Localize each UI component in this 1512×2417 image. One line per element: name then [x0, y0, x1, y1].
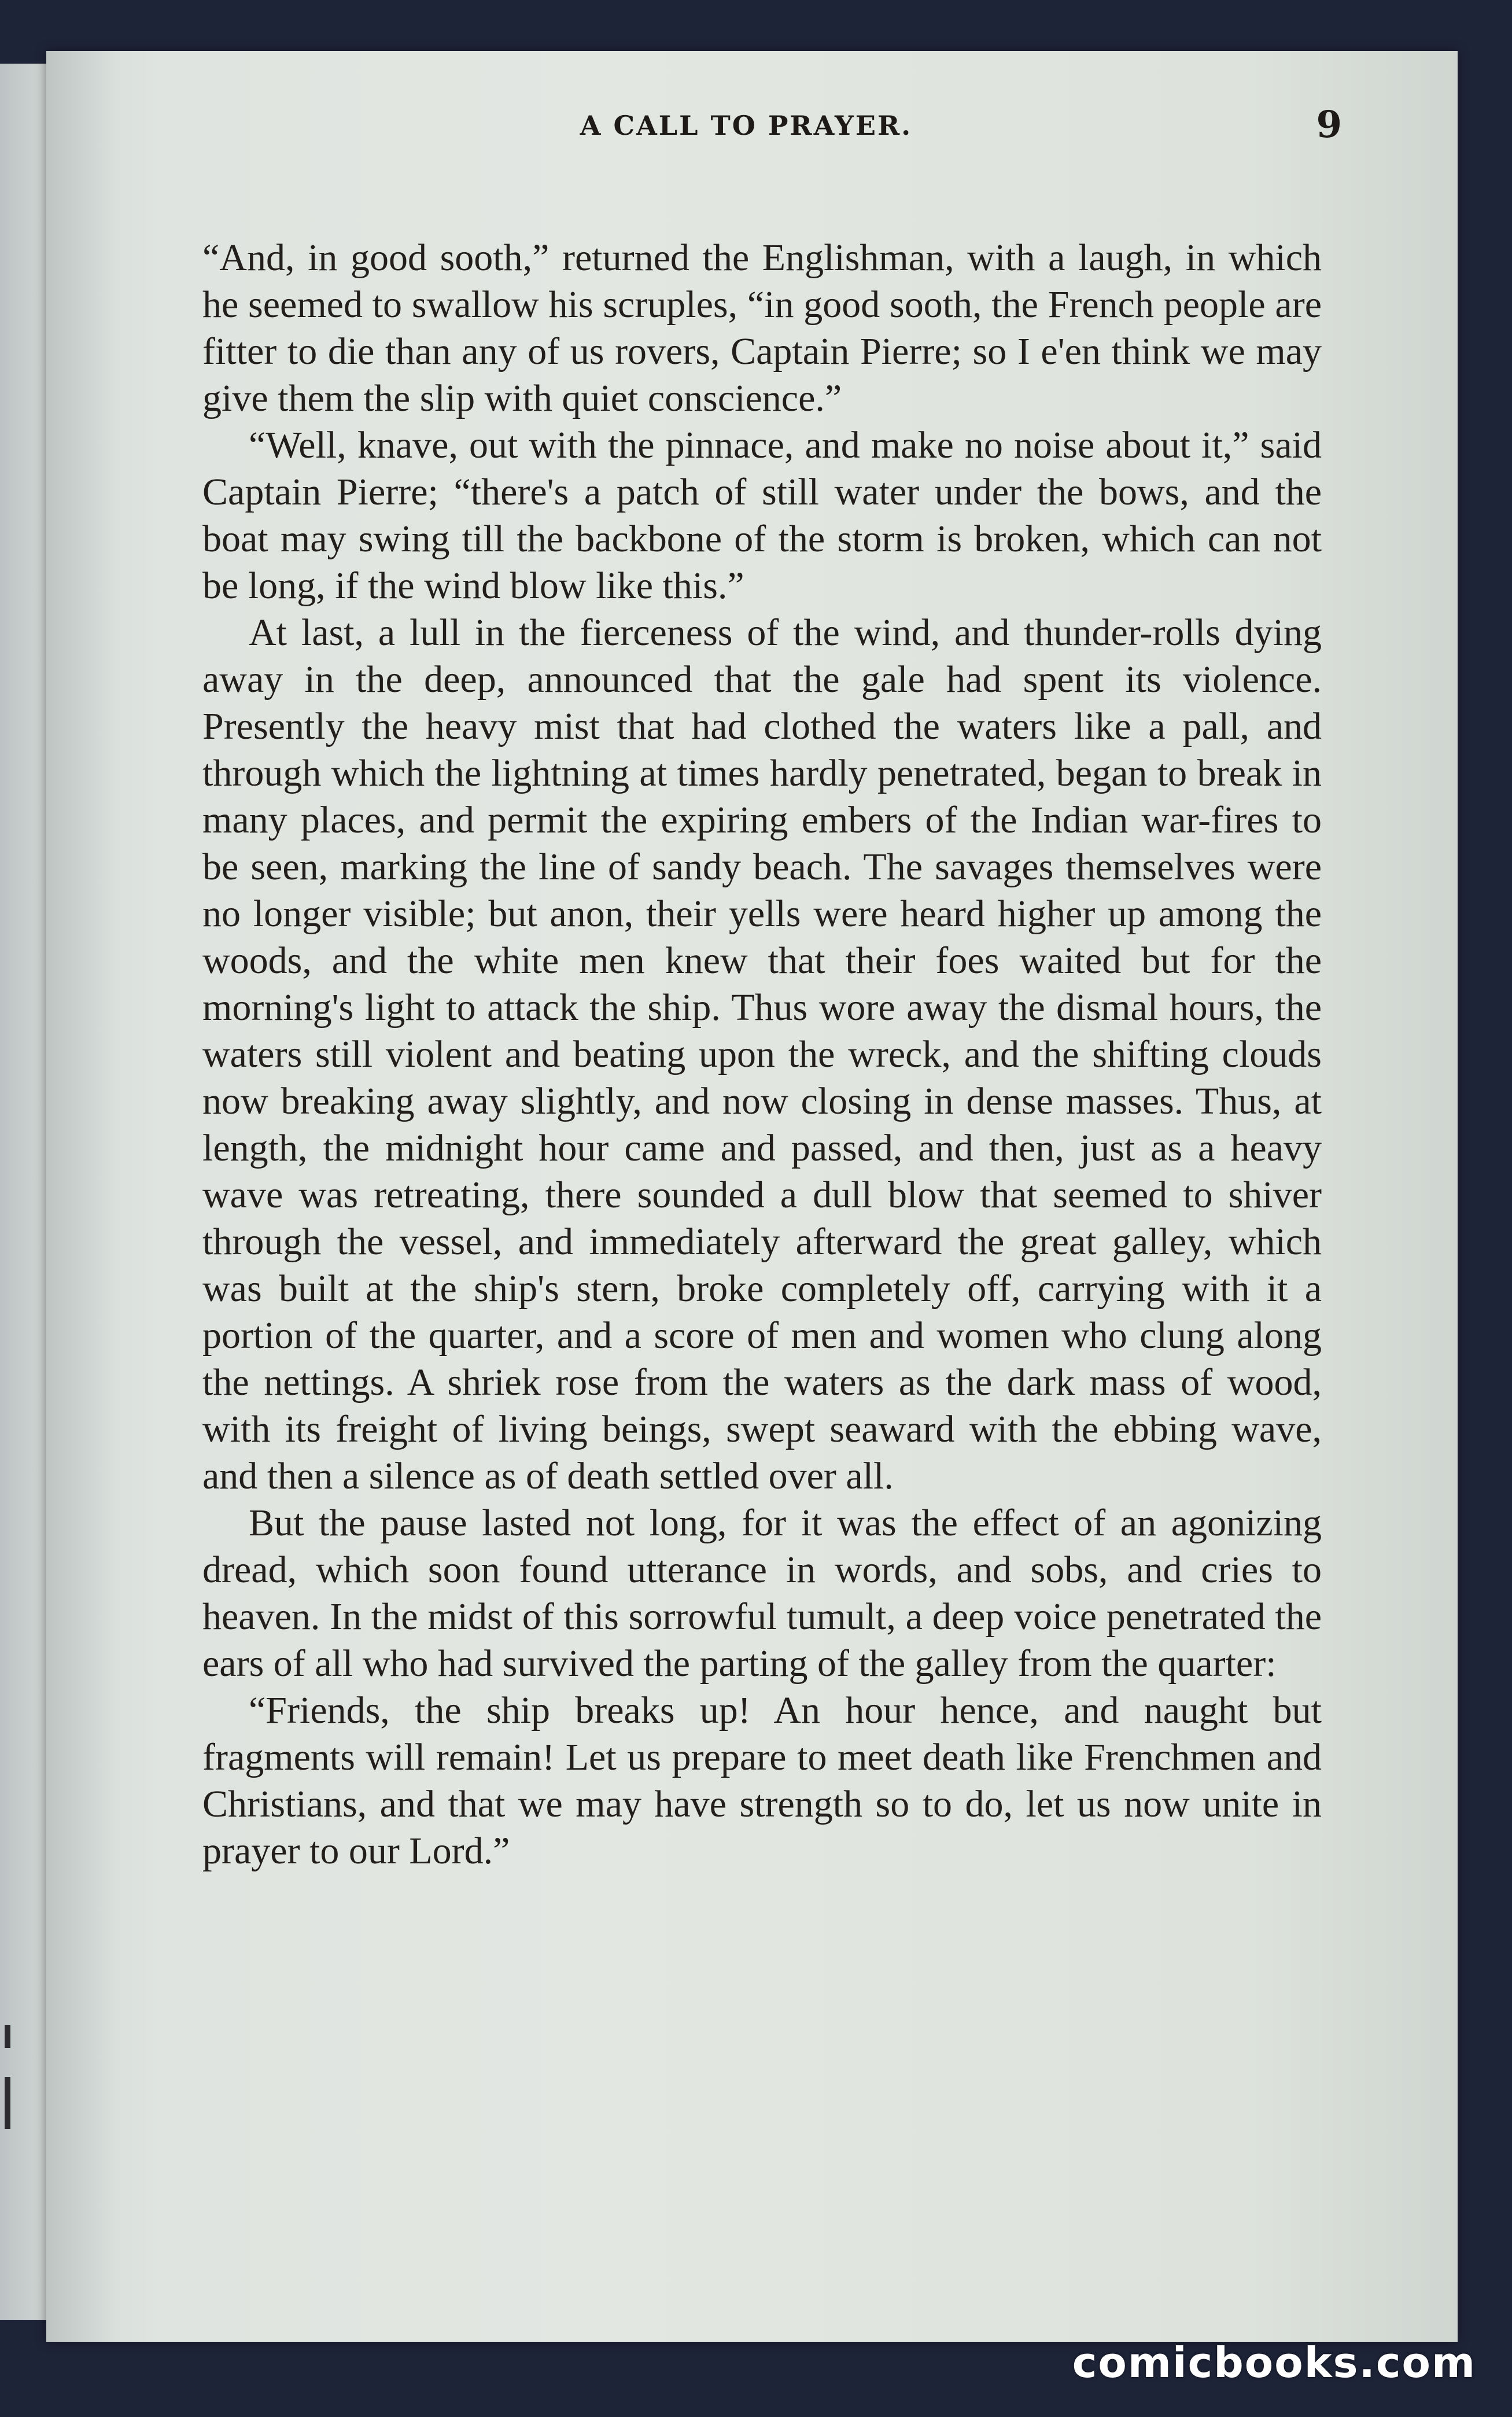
- running-title: A CALL TO PRAYER.: [580, 110, 913, 141]
- paragraph: “Friends, the ship breaks up! An hour hence, and naught but fragments will remain! Let us prepare to meet death like Frenchmen and Christians, and that we may have strength so to do, let us now unite in prayer to our Lord.”: [202, 1689, 1322, 1872]
- paragraph: But the pause lasted not long, for it was the effect of an agonizing dread, which soon found utterance in words, and sobs, and cries to heaven. In the midst of this sorrowful tumult, a deep voice penetrated the ears of all who had survived the parting of the galley from the quarter:: [202, 1502, 1322, 1685]
- paragraph: “And, in good sooth,” returned the Englishman, with a laugh, in which he seemed to swallow his scruples, “in good sooth, the French people are fitter to die than any of us rovers, Captain Pierre; so I e'en think we may give them the slip with quiet conscience.”: [202, 237, 1322, 419]
- page-edge-mark: [5, 2077, 10, 2129]
- paragraph: “Well, knave, out with the pinnace, and make no noise about it,” said Captain Pierre; “there's a patch of still water under the bows, and the boat may swing till the backbone of the storm is broken, which can not be long, if the wind blow like this.”: [202, 424, 1322, 607]
- page-edge-mark: [5, 2025, 10, 2048]
- page-number: 9: [1316, 103, 1342, 146]
- page-body: [202, 234, 1322, 1874]
- page-header: [150, 103, 1342, 174]
- paragraph: At last, a lull in the fierceness of the wind, and thunder-rolls dying away in the deep, announced that the gale had spent its violence. Presently the heavy mist that had clothed the waters like a pall, and through which the lightning at times hardly penetrated, began to break in many places, and permit the expiring embers of the Indian war-fires to be seen, marking the line of sandy beach. The savages themselves were no longer visible; but anon, their yells were heard higher up among the woods, and the white men knew that their foes waited but for the morning's light to attack the ship. Thus wore away the dismal hours, the waters still violent and beating upon the wreck, and the shifting clouds now breaking away slightly, and now closing in dense masses. Thus, at length, the midnight hour came and passed, and then, just as a heavy wave was retreating, there sounded a dull blow that seemed to shiver through the vessel, and immediately afterward the great galley, which was built at the ship's stern, broke completely off, carrying with it a portion of the quarter, and a score of men and women who clung along the nettings. A shriek rose from the waters as the dark mass of wood, with its freight of living beings, swept seaward with the ebbing wave, and then a silence as of death settled over all.: [202, 611, 1322, 1497]
- page-gutter-shadow: [46, 51, 116, 2342]
- site-watermark: comicbooks.com: [1072, 2338, 1476, 2387]
